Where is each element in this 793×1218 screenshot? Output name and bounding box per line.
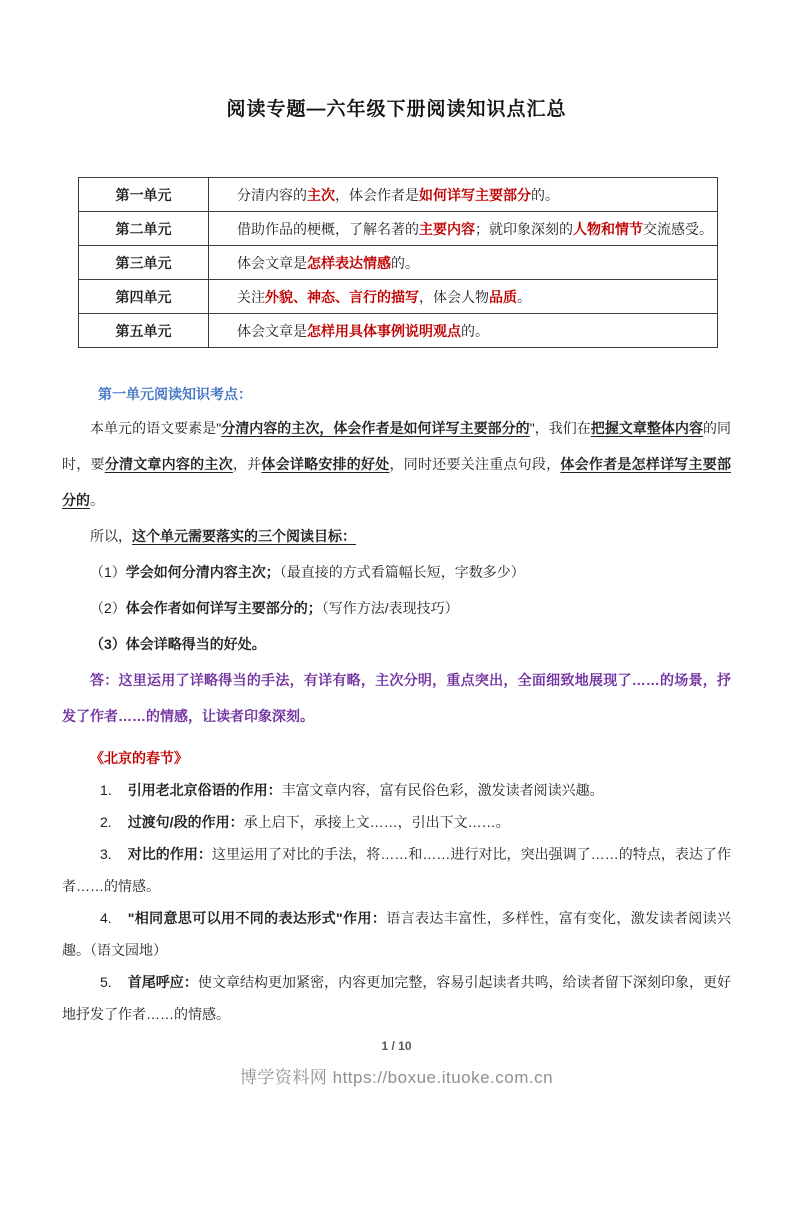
item-number: 1.	[100, 782, 112, 798]
item-body: 使文章结构更加紧密，内容更加完整，容易引起读者共鸣，给读者留下深刻印象，更好地抒发了作者……的情感。	[62, 974, 732, 1022]
goal-item-1: （1）学会如何分清内容主次；（最直接的方式看篇幅长短，字数多少）	[90, 564, 525, 580]
unit-cell: 第二单元	[79, 212, 209, 246]
page-footer	[62, 1038, 731, 1088]
list-item	[62, 774, 731, 806]
list-item	[62, 902, 731, 966]
unit-overview-paragraph: 本单元的语文要素是"分清内容的主次，体会作者是如何详写主要部分的"，我们在把握文章整体内容的同时，要分清文章内容的主次，并体会详略安排的好处，同时还要关注重点句段，体会作者是怎样详写主要部分的。	[62, 420, 732, 508]
unit-cell: 第五单元	[79, 314, 209, 348]
table-row	[79, 314, 718, 348]
item-body: 这里运用了对比的手法，将……和……进行对比，突出强调了……的特点，表达了作者……的情感。	[62, 846, 732, 894]
unit-cell: 第四单元	[79, 280, 209, 314]
item-lead: 首尾呼应：	[127, 974, 198, 990]
unit-cell: 第三单元	[79, 246, 209, 280]
page-number: 1 / 10	[381, 1039, 412, 1053]
page-title: 阅读专题—六年级下册阅读知识点汇总	[226, 99, 567, 120]
goal-item-2: （2）体会作者如何详写主要部分的；（写作方法/表现技巧）	[90, 600, 459, 616]
goal-item-3: （3）体会详略得当的好处。	[90, 636, 266, 652]
answer-paragraph: 答：这里运用了详略得当的手法，有详有略，主次分明，重点突出，全面细致地展现了……的场景，抒发了作者……的情感，让读者印象深刻。	[62, 672, 731, 724]
document-page	[0, 96, 793, 1088]
article-title: 《北京的春节》	[90, 750, 188, 766]
item-lead: 对比的作用：	[127, 846, 212, 862]
unit-desc-cell: 关注外貌、神态、言行的描写，体会人物品质。	[209, 280, 718, 314]
unit-desc-cell: 分清内容的主次，体会作者是如何详写主要部分的。	[209, 178, 718, 212]
item-body: 语言表达丰富性，多样性，富有变化，激发读者阅读兴趣。（语文园地）	[62, 910, 731, 958]
item-lead: "相同意思可以用不同的表达形式"作用：	[127, 910, 387, 926]
unit-desc-cell: 体会文章是怎样用具体事例说明观点的。	[209, 314, 718, 348]
table-row	[79, 212, 718, 246]
list-item	[62, 838, 731, 902]
item-number: 5.	[100, 974, 112, 990]
list-item	[62, 966, 731, 1030]
table-row	[79, 246, 718, 280]
item-body: 丰富文章内容，富有民俗色彩，激发读者阅读兴趣。	[281, 782, 604, 798]
goals-intro: 所以，这个单元需要落实的三个阅读目标：	[90, 528, 356, 544]
item-body: 承上启下，承接上文……，引出下文……。	[243, 814, 510, 830]
unit-desc-cell: 体会文章是怎样表达情感的。	[209, 246, 718, 280]
unit-cell: 第一单元	[79, 178, 209, 212]
table-row	[79, 280, 718, 314]
table-row	[79, 178, 718, 212]
item-number: 2.	[100, 814, 112, 830]
item-lead: 过渡句/段的作用：	[127, 814, 244, 830]
item-lead: 引用老北京俗语的作用：	[127, 782, 282, 798]
list-item	[62, 806, 731, 838]
item-number: 4.	[100, 910, 112, 926]
item-number: 3.	[100, 846, 112, 862]
unit-desc-cell: 借助作品的梗概，了解名著的主要内容；就印象深刻的人物和情节交流感受。	[209, 212, 718, 246]
section-heading: 第一单元阅读知识考点：	[98, 386, 252, 402]
watermark-site-url: 博学资料网 https://boxue.ituoke.com.cn	[239, 1068, 554, 1087]
units-summary-table	[78, 177, 718, 348]
